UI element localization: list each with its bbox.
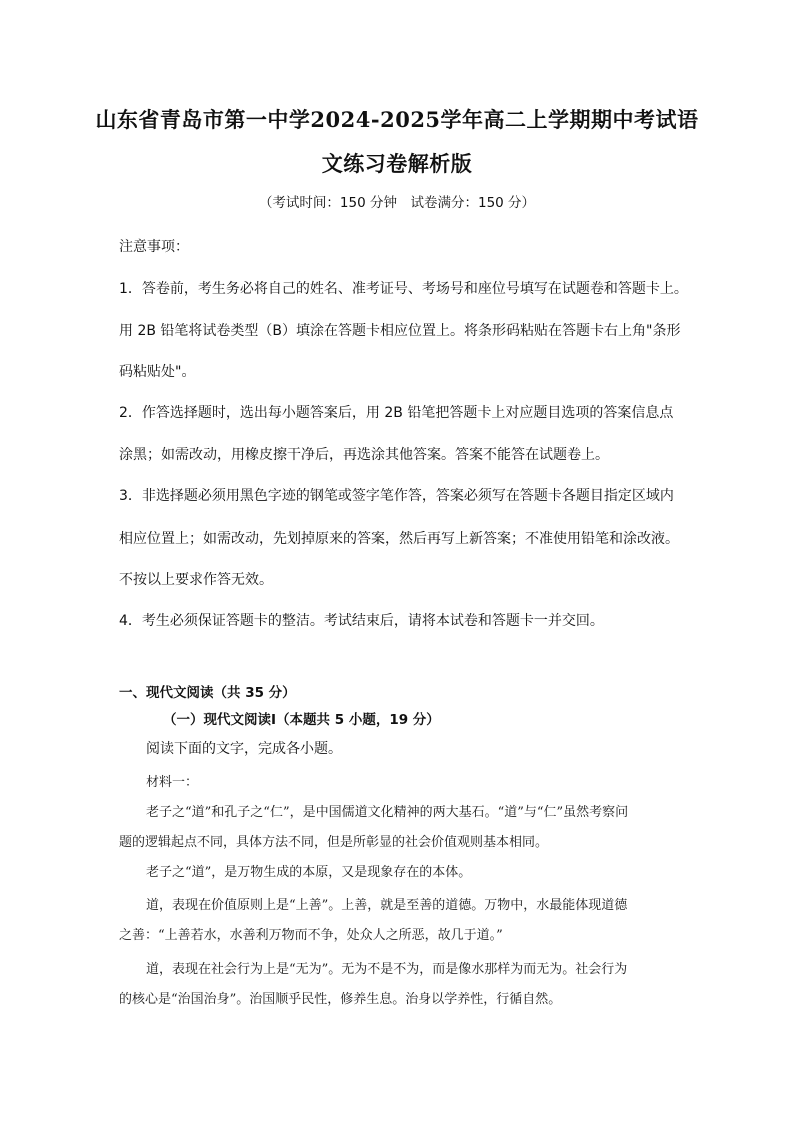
passage-line: 题的逻辑起点不同，具体方法不同，但是所彰显的社会价值观则基本相同。 [119,835,549,850]
subsection-heading: （一）现代文阅读Ⅰ（本题共 5 小题，19 分） [163,712,440,728]
notes-heading: 注意事项： [119,239,189,255]
notes-line: 1．答卷前，考生务必将自己的姓名、准考证号、考场号和座位号填写在试题卷和答题卡上。 [119,281,688,297]
notes-line: 2．作答选择题时，选出每小题答案后，用 2B 铅笔把答题卡上对应题目选项的答案信息点 [119,405,674,421]
section-heading: 一、现代文阅读（共 35 分） [119,685,296,701]
material-label: 材料一： [146,775,199,790]
passage-line: 老子之“道”和孔子之“仁”，是中国儒道文化精神的两大基石。“道”与“仁”虽然考察问 [146,805,629,820]
exam-time-and-score: （考试时间：150 分钟 试卷满分：150 分） [258,195,536,211]
notes-line: 用 2B 铅笔将试卷类型（B）填涂在答题卡相应位置上。将条形码粘贴在答题卡右上角"条形 [119,323,681,339]
passage-line: 道，表现在社会行为上是“无为”。无为不是不为，而是像水那样为而无为。社会行为 [146,962,628,977]
passage-line: 道，表现在价值原则上是“上善”。上善，就是至善的道德。万物中，水最能体现道德 [146,898,628,913]
notes-line: 相应位置上；如需改动，先划掉原来的答案，然后再写上新答案；不准使用铅笔和涂改液。 [119,531,679,547]
document-title-line-2: 文练习卷解析版 [321,151,473,176]
passage-line: 老子之“道”，是万物生成的本原，又是现象存在的本体。 [146,865,472,880]
document-title-line-1: 山东省青岛市第一中学2024-2025学年高二上学期期中考试语 [95,107,699,132]
passage-line: 之善：“上善若水，水善利万物而不争，处众人之所恶，故几于道。” [119,928,503,943]
passage-line: 的核心是“治国治身”。治国顺乎民性，修养生息。治身以学养性，行循自然。 [119,992,562,1007]
notes-line: 不按以上要求作答无效。 [119,572,273,588]
notes-line: 涂黑；如需改动，用橡皮擦干净后，再选涂其他答案。答案不能答在试题卷上。 [119,447,609,463]
notes-line: 4．考生必须保证答题卡的整洁。考试结束后，请将本试卷和答题卡一并交回。 [119,613,604,629]
notes-line: 3．非选择题必须用黑色字迹的钢笔或签字笔作答，答案必须写在答题卡各题目指定区域内 [119,488,674,504]
reading-instruction: 阅读下面的文字，完成各小题。 [146,741,342,757]
notes-line: 码粘贴处"。 [119,364,196,380]
